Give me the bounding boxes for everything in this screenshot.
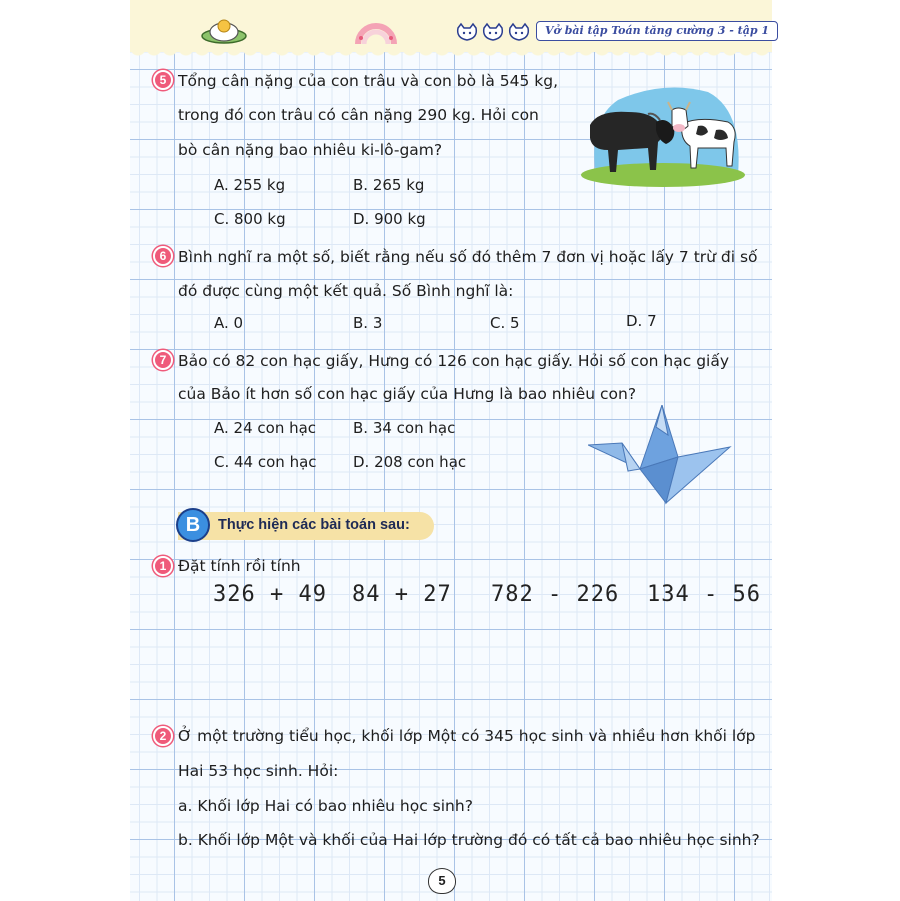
question-number-badge: 5 xyxy=(153,70,173,90)
section-b-icon: B xyxy=(176,508,210,542)
question-text: bò cân nặng bao nhiêu ki-lô-gam? xyxy=(178,141,443,159)
answer-option[interactable]: B. 265 kg xyxy=(353,176,425,194)
exercise-text: Ở một trường tiểu học, khối lớp Một có 345 học sinh và nhiều hơn khối lớp xyxy=(178,727,756,745)
book-title: Vở bài tập Toán tăng cường 3 - tập 1 xyxy=(536,21,778,41)
answer-option[interactable]: D. 900 kg xyxy=(353,210,426,228)
question-text: Bảo có 82 con hạc giấy, Hưng có 126 con hạc giấy. Hỏi số con hạc giấy xyxy=(178,352,730,370)
question-text: trong đó con trâu có cân nặng 290 kg. Hỏi con xyxy=(178,106,539,124)
exercise-text: b. Khối lớp Một và khối của Hai lớp trường đó có tất cả bao nhiêu học sinh? xyxy=(178,831,760,849)
answer-option[interactable]: A. 0 xyxy=(214,314,244,332)
bowl-icon xyxy=(200,12,248,46)
buffalo-cow-illustration xyxy=(578,80,748,190)
answer-option[interactable]: C. 44 con hạc xyxy=(214,453,317,471)
calculation: 134 - 56 xyxy=(647,582,761,607)
answer-option[interactable]: C. 5 xyxy=(490,314,520,332)
section-title: Thực hiện các bài toán sau: xyxy=(218,517,410,533)
answer-option[interactable]: D. 208 con hạc xyxy=(353,453,467,471)
question-text: Tổng cân nặng của con trâu và con bò là 545 kg, xyxy=(178,72,559,90)
exercise-number-badge: 1 xyxy=(153,556,173,576)
question-number-badge: 6 xyxy=(153,246,173,266)
exercise-text: Hai 53 học sinh. Hỏi: xyxy=(178,762,339,780)
calculation: 84 + 27 xyxy=(352,582,452,607)
calculation: 326 + 49 xyxy=(213,582,327,607)
question-text: của Bảo ít hơn số con hạc giấy của Hưng là bao nhiêu con? xyxy=(178,385,637,403)
answer-option[interactable]: B. 34 con hạc xyxy=(353,419,456,437)
cat-faces-icon xyxy=(452,22,532,44)
question-text: Bình nghĩ ra một số, biết rằng nếu số đó thêm 7 đơn vị hoặc lấy 7 trừ đi số xyxy=(178,248,758,266)
answer-option[interactable]: C. 800 kg xyxy=(214,210,286,228)
paper-crane-illustration xyxy=(588,405,738,515)
rainbow-icon xyxy=(352,8,400,48)
page-number: 5 xyxy=(428,868,456,894)
answer-option[interactable]: B. 3 xyxy=(353,314,383,332)
answer-option[interactable]: A. 255 kg xyxy=(214,176,286,194)
answer-option[interactable]: A. 24 con hạc xyxy=(214,419,317,437)
question-text: đó được cùng một kết quả. Số Bình nghĩ là: xyxy=(178,282,514,300)
header-scallop xyxy=(130,48,772,58)
exercise-text: Đặt tính rồi tính xyxy=(178,557,301,575)
exercise-number-badge: 2 xyxy=(153,726,173,746)
calculation: 782 - 226 xyxy=(491,582,620,607)
exercise-text: a. Khối lớp Hai có bao nhiêu học sinh? xyxy=(178,797,473,815)
question-number-badge: 7 xyxy=(153,350,173,370)
answer-option[interactable]: D. 7 xyxy=(626,312,657,330)
